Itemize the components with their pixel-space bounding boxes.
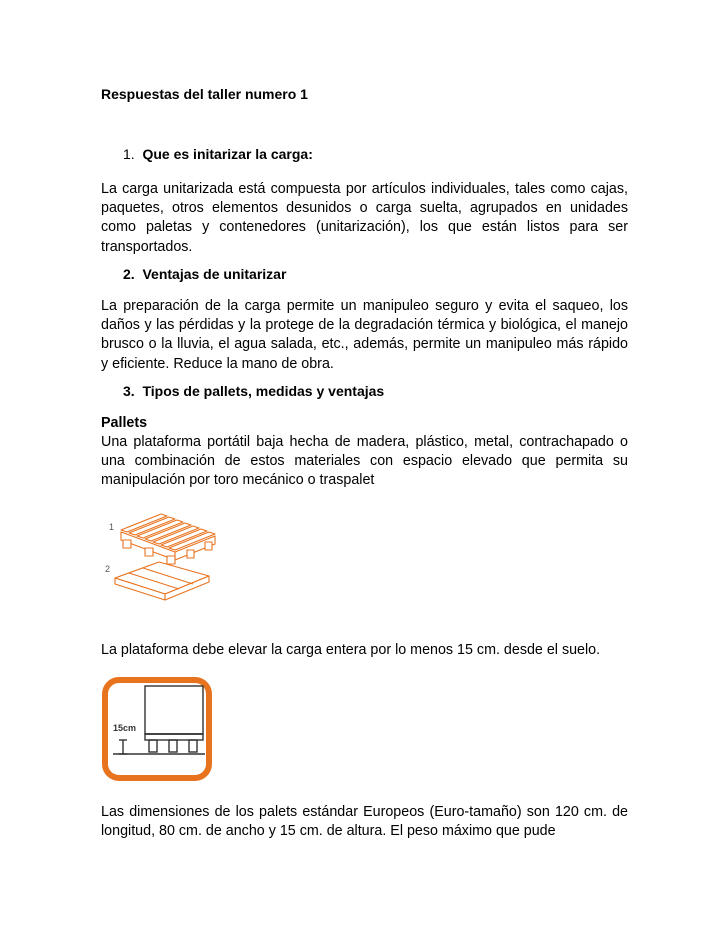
section-1-number: 1. — [123, 146, 135, 162]
section-3-number: 3. — [123, 383, 135, 399]
section-1-paragraph: La carga unitarizada está compuesta por artículos individuales, tales como cajas, paquetes, otros elementos desunidos o carga suelta, agrupados en unidades como paletas y contenedores (unitarización), los que están listos para ser transportados. — [101, 181, 628, 255]
diagram-label-2: 2 — [105, 564, 111, 574]
platform-paragraph: La plataforma debe elevar la carga entera por lo menos 15 cm. desde el suelo. — [101, 642, 601, 658]
clearance-icon — [101, 676, 213, 782]
pallets-title: Pallets — [101, 415, 148, 431]
section-2-number: 2. — [123, 266, 135, 282]
section-2-paragraph: La preparación de la carga permite un manipuleo seguro y evita el saqueo, los daños y las pérdidas y la protege de la degradación térmica y biológica, el manejo brusco o la lluvia, el agua salada, etc., además, permite un manipuleo más rápido y eficiente. Reduce la mano de obra. — [101, 298, 628, 372]
pallets-paragraph: Una plataforma portátil baja hecha de madera, plástico, metal, contrachapado o una combinación de estos materiales con espacio elevado que permita su manipulación por toro mecánico o traspalet — [101, 434, 628, 489]
pallet-diagram-drawing — [101, 510, 221, 620]
section-1-title: Que es initarizar la carga: — [142, 146, 313, 162]
section-1-heading — [123, 146, 313, 162]
section-3-title: Tipos de pallets, medidas y ventajas — [142, 383, 385, 399]
clearance-icon-drawing — [101, 676, 213, 782]
section-3-heading — [123, 383, 384, 399]
diagram-label-1: 1 — [109, 522, 115, 532]
section-2-title: Ventajas de unitarizar — [142, 266, 287, 282]
section-2-heading — [123, 266, 286, 282]
page-title: Respuestas del taller numero 1 — [101, 86, 308, 102]
pallet-diagram — [101, 510, 221, 620]
clearance-label: 15cm — [113, 723, 137, 733]
dimensions-paragraph: Las dimensiones de los palets estándar Europeos (Euro-tamaño) son 120 cm. de longitud, 80 cm. de ancho y 15 cm. de altura. El peso máximo que pude — [101, 804, 628, 840]
